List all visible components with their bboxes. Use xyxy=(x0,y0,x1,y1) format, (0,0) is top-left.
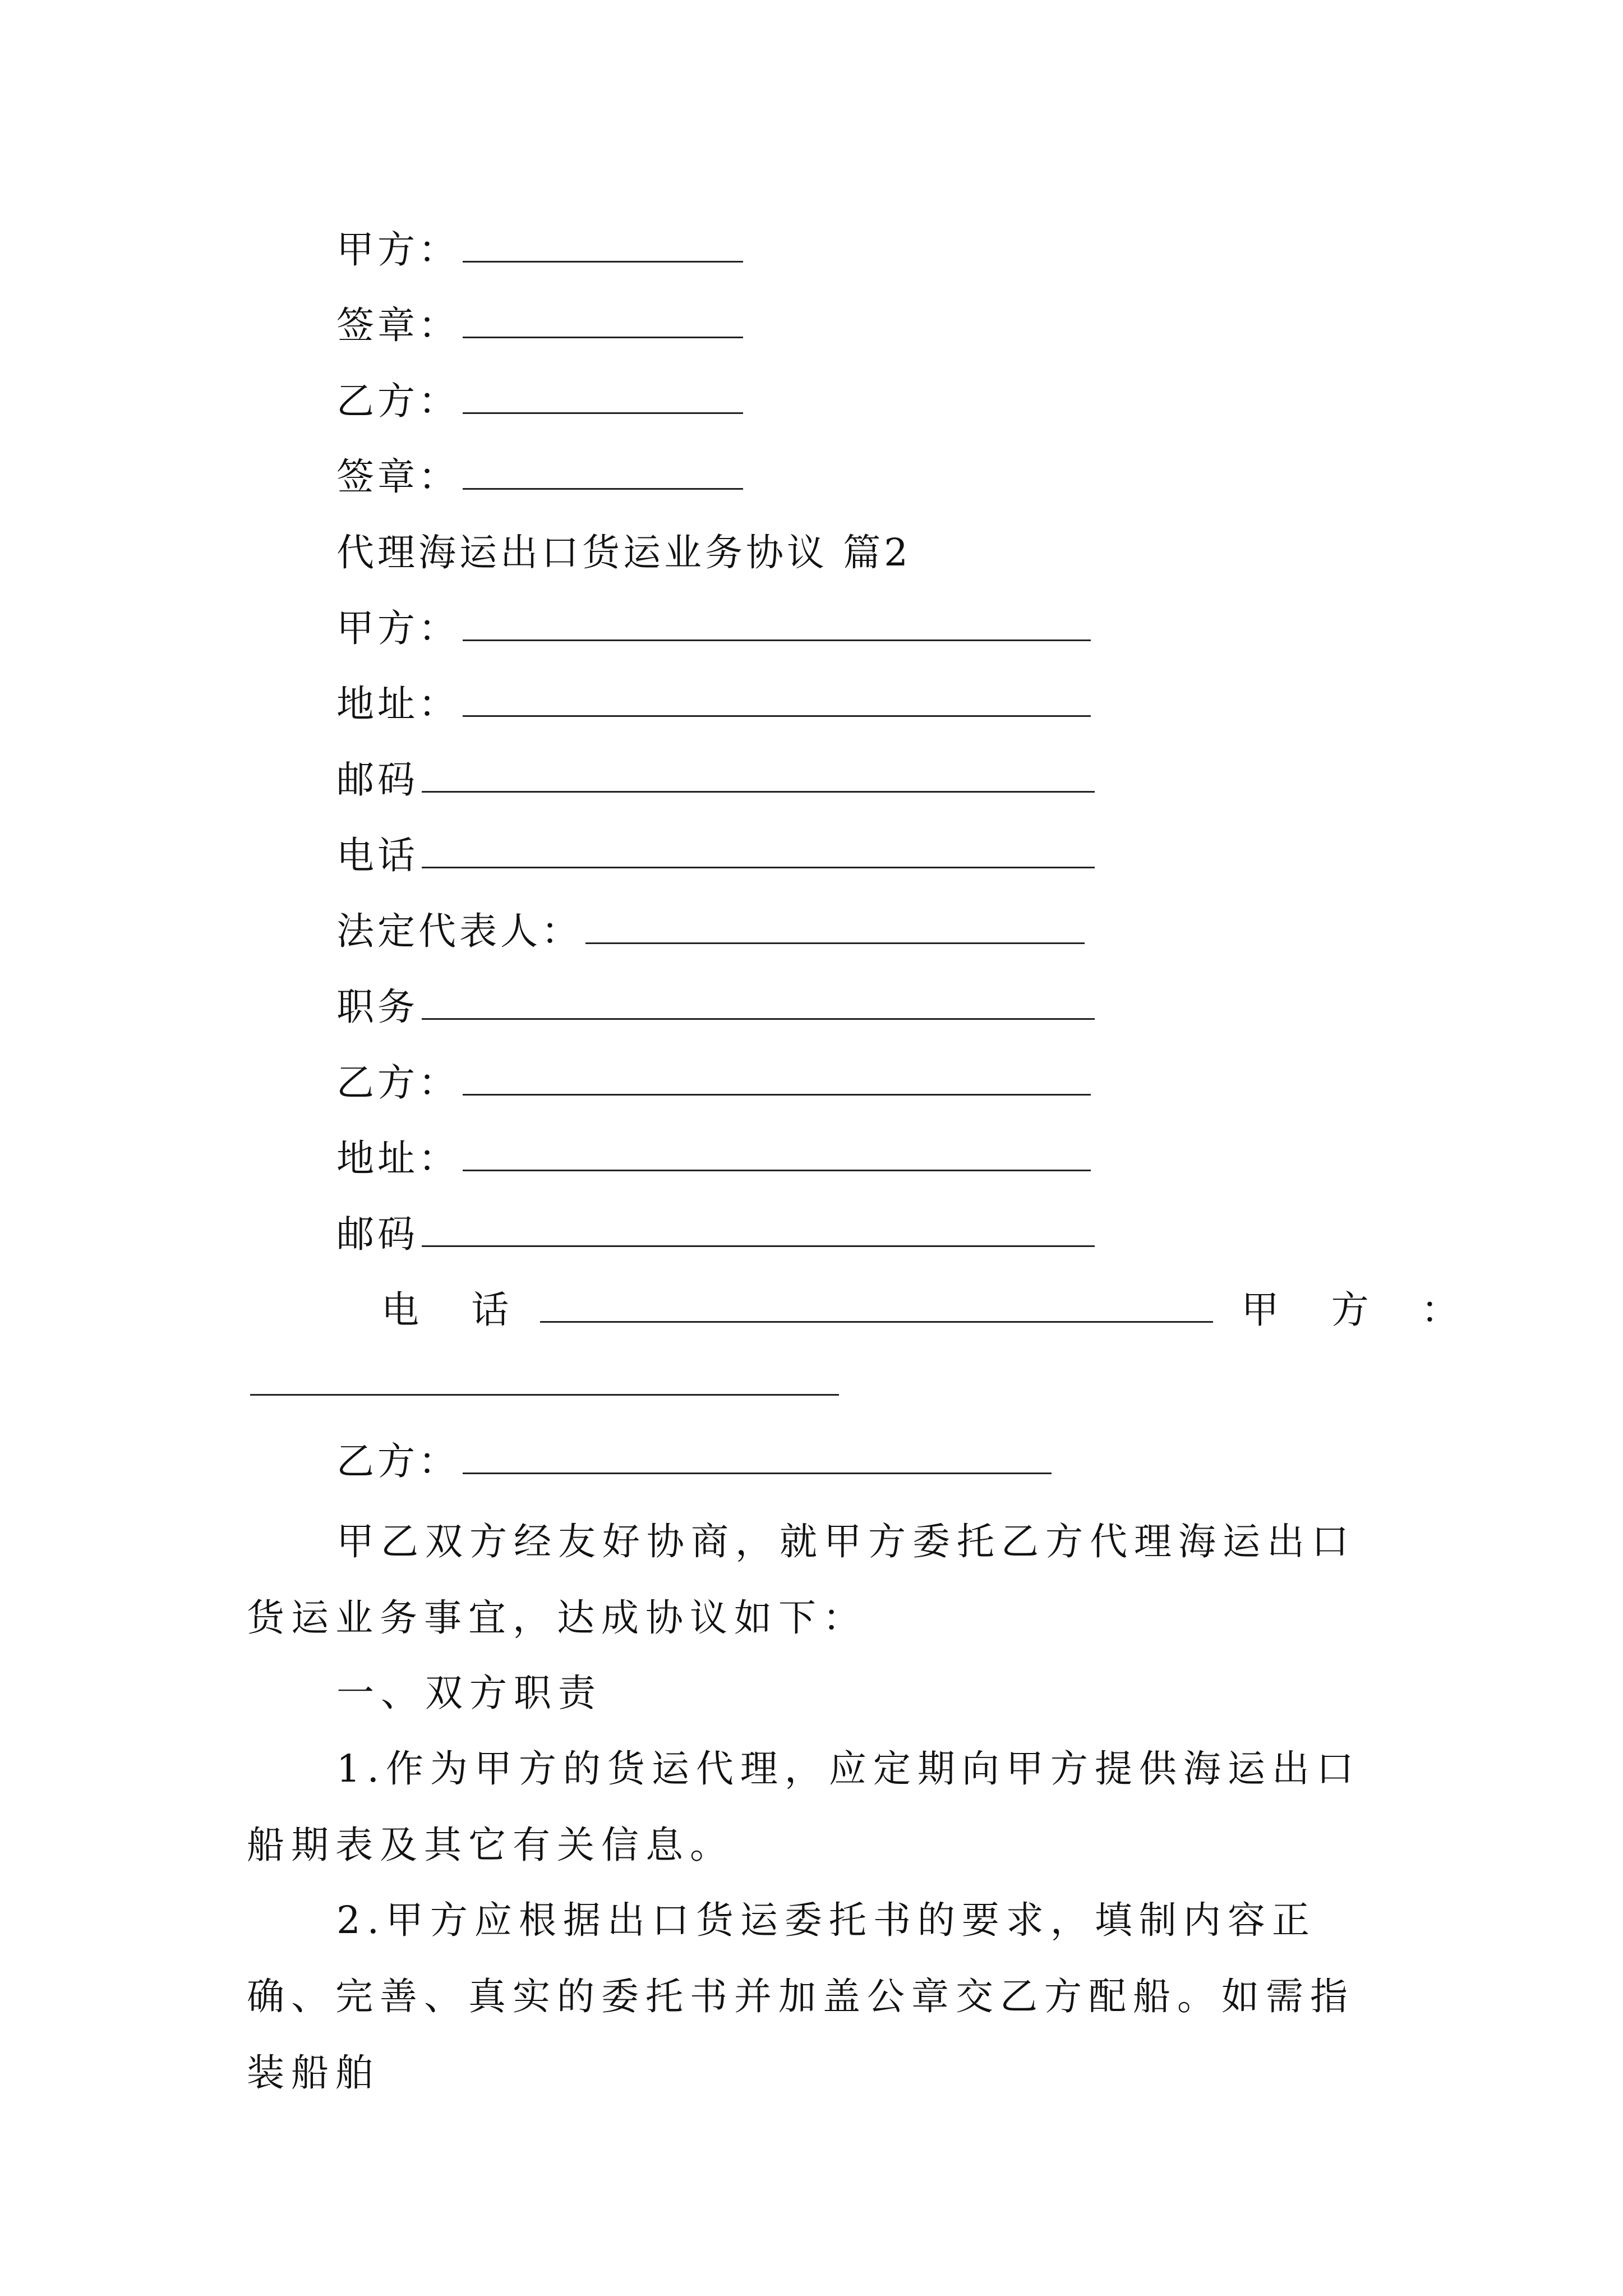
party-b-row xyxy=(336,1057,1091,1108)
label: 职务 xyxy=(336,985,418,1029)
label: 甲方： xyxy=(336,606,459,650)
postcode-a-row xyxy=(336,754,1095,805)
blank-field[interactable] xyxy=(463,1439,1052,1474)
address-b-row xyxy=(336,1133,1091,1184)
blank-field[interactable] xyxy=(585,909,1085,944)
blank-field[interactable] xyxy=(463,454,743,490)
blank-field[interactable] xyxy=(463,1136,1091,1171)
label: 乙方： xyxy=(336,1061,459,1105)
blank-field[interactable] xyxy=(463,1060,1091,1096)
sig-party-b xyxy=(336,376,743,426)
phone-b-row xyxy=(381,1285,1479,1335)
blank-field[interactable] xyxy=(463,227,743,263)
party-a-inline-blank xyxy=(247,1358,839,1408)
blank-field[interactable] xyxy=(422,984,1095,1020)
phone-a-row xyxy=(336,830,1095,881)
clause-1: 1.作为甲方的货运代理，应定期向甲方提供海运出口船期表及其它有关信息。 xyxy=(247,1747,1361,1867)
blank-field[interactable] xyxy=(422,757,1095,793)
label: 地址： xyxy=(336,682,459,726)
blank-field[interactable] xyxy=(422,1212,1095,1247)
label: 电话 xyxy=(336,834,418,877)
blank-field[interactable] xyxy=(250,1372,839,1396)
label: 甲 方 ： xyxy=(1241,1288,1479,1332)
blank-field[interactable] xyxy=(463,379,743,414)
legal-rep-row xyxy=(336,906,1085,956)
agreement-title: 代理海运出口货运业务协议 篇2 xyxy=(336,531,911,574)
party-b-row-2 xyxy=(336,1436,1052,1487)
label: 甲方： xyxy=(336,228,459,272)
party-a-row xyxy=(336,603,1091,654)
label: 签章： xyxy=(336,455,459,499)
label: 电 话 xyxy=(381,1288,529,1332)
position-row xyxy=(336,982,1095,1032)
label: 法定代表人： xyxy=(336,909,582,953)
sig-party-a xyxy=(336,224,743,275)
label: 地址： xyxy=(336,1137,459,1180)
blank-field[interactable] xyxy=(463,606,1091,641)
blank-field[interactable] xyxy=(540,1287,1213,1323)
blank-field[interactable] xyxy=(422,833,1095,868)
blank-field[interactable] xyxy=(463,303,743,338)
postcode-b-row xyxy=(336,1209,1095,1259)
intro-paragraph: 甲乙双方经友好协商，就甲方委托乙方代理海运出口货运业务事宜，达成协议如下： xyxy=(247,1520,1355,1640)
label: 乙方： xyxy=(336,379,459,423)
sig-seal-a xyxy=(336,300,743,351)
label: 乙方： xyxy=(336,1439,459,1483)
sig-seal-b xyxy=(336,452,743,502)
address-a-row xyxy=(336,679,1091,729)
label: 签章： xyxy=(336,303,459,347)
label: 邮码 xyxy=(336,1212,418,1256)
label: 邮码 xyxy=(336,758,418,802)
clause-2: 2.甲方应根据出口货运委托书的要求，填制内容正确、完善、真实的委托书并加盖公章交乙方配船。如需指装船舶 xyxy=(247,1898,1354,2095)
section-heading: 一、双方职责 xyxy=(336,1671,602,1715)
blank-field[interactable] xyxy=(463,682,1091,717)
